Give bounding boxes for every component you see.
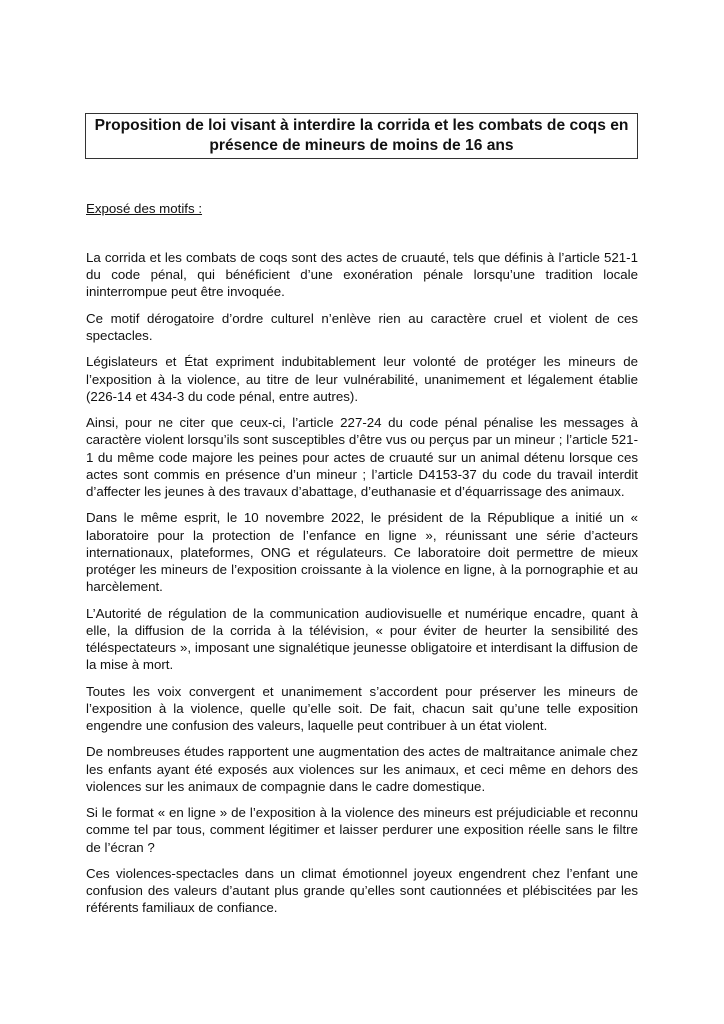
document-title-text: Proposition de loi visant à interdire la corrida et les combats de coqs en présence de mineurs de moins de 16 ans [94,117,629,154]
paragraph: Toutes les voix convergent et unanimement s’accordent pour préserver les mineurs de l’exposition à la violence, quelle qu’elle soit. De fait, chacun sait qu’une telle exposition engendre une confusion des valeurs, laquelle peut contribuer à un état violent. [86,683,638,733]
paragraph: Ces violences-spectacles dans un climat émotionnel joyeux engendrent chez l’enfant une confusion des valeurs d’autant plus grande qu’elles sont cautionnées et plébiscitées par les référents familiaux de confiance. [86,865,638,916]
paragraph: Ce motif dérogatoire d’ordre culturel n’enlève rien au caractère cruel et violent de ces spectacles. [86,310,638,343]
paragraph: L’Autorité de régulation de la communication audiovisuelle et numérique encadre, quant à elle, la diffusion de la corrida à la télévision, « pour éviter de heurter la sensibilité des téléspectateurs », imposant une signalétique jeunesse obligatoire et interdisant la diffusion de la mise à mort. [86,605,638,673]
paragraph: De nombreuses études rapportent une augmentation des actes de maltraitance animale chez les enfants ayant été exposés aux violences sur les animaux, et ceci même en dehors des violences sur les animaux de compagnie dans le cadre domestique. [86,744,638,794]
paragraph: Ainsi, pour ne citer que ceux-ci, l’article 227-24 du code pénal pénalise les messages à caractère violent lorsqu’ils sont susceptibles d’être vus ou perçus par un mineur ; l’article 521-1 du même code majore les peines pour actes de cruauté sur un animal détenu lorsque ces actes sont commis en présence d’un mineur ; l’article D4153-37 du code du travail interdit d’affecter les jeunes à des travaux d’abattage, d’euthanasie et d’équarrissage des animaux. [86,415,638,499]
document-title [85,113,638,159]
document-body [86,249,638,926]
section-heading: Exposé des motifs : [86,201,203,216]
paragraph: La corrida et les combats de coqs sont des actes de cruauté, tels que définis à l’article 521-1 du code pénal, qui bénéficient d’une exonération pénale lorsqu’une tradition locale ininterrompue peut être invoquée. [86,250,638,300]
paragraph: Dans le même esprit, le 10 novembre 2022, le président de la République a initié un « laboratoire pour la protection de l’enfance en ligne », réunissant une série d’acteurs internationaux, plateformes, ONG et régulateurs. Ce laboratoire doit permettre de mieux protéger les mineurs de l’exposition croissante à la violence en ligne, à la pornographie et au harcèlement. [86,510,638,595]
paragraph: Législateurs et État expriment indubitablement leur volonté de protéger les mineurs de l’exposition à la violence, au titre de leur vulnérabilité, unanimement et légalement établie (226-14 et 434-3 du code pénal, entre autres). [86,354,638,404]
paragraph: Si le format « en ligne » de l’exposition à la violence des mineurs est préjudiciable et reconnu comme tel par tous, comment légitimer et laisser perdurer une exposition réelle sans le filtre de l’écran ? [86,805,638,855]
